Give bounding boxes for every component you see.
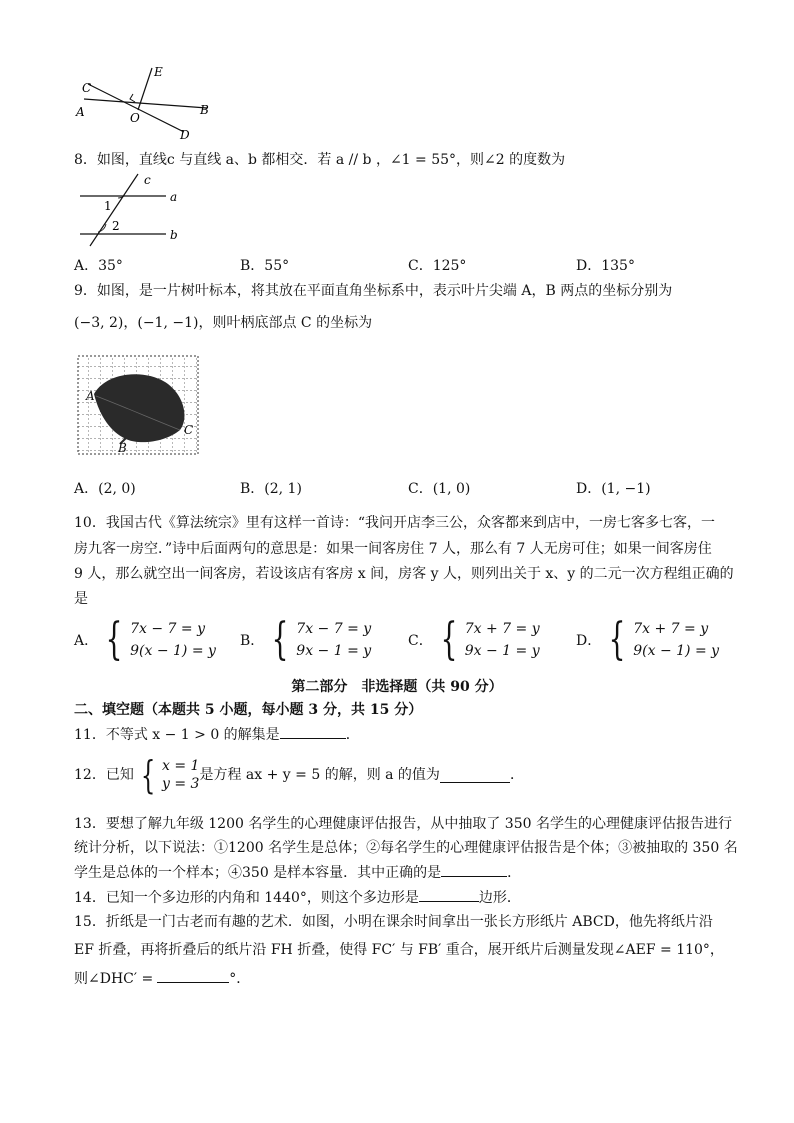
q15-line-3: 则∠DHC′ = °． [74,968,250,989]
label-c: c [144,173,151,187]
figure-q7-lines [72,62,232,142]
q8-option-a[interactable]: A．35° [74,258,123,274]
q13-line-1: 13．要想了解九年级 1200 名学生的心理健康评估报告，从中抽取了 350 名学生的心理健康评估报告进行 [74,816,732,832]
brace-icon: { [140,753,156,797]
q8-stem: 8．如图，直线c 与直线 a、b 都相交．若 a // b ，∠1 = 55°，则∠2 的度数为 [74,152,566,168]
label-D: D [180,128,190,142]
label-C: C [82,81,92,95]
q9-stem-line-1: 9．如图，是一片树叶标本，将其放在平面直角坐标系中，表示叶片尖端 A，B 两点的坐标分别为 [74,283,673,299]
label-angle-1: 1 [104,199,112,213]
part-two-title: 第二部分 非选择题（共 90 分） [291,679,503,695]
q12: 12．已知 { x = 1 y = 3 是方程 ax + y = 5 的解，则 a 的值为 ． [74,753,524,797]
brace-icon: { [440,614,458,665]
q15-line-1: 15．折纸是一门古老而有趣的艺术．如图，小明在课余时间拿出一张长方形纸片 ABCD，他先将纸片沿 [74,914,713,930]
option-label: B． [240,633,265,649]
q10-option-a[interactable]: A． { 7x − 7 = y 9(x − 1) = y [74,614,216,665]
option-label: C． [408,633,433,649]
figure-q9-leaf-grid [76,354,204,458]
section-two-title: 二、填空题（本题共 5 小题，每小题 3 分，共 15 分） [74,702,423,718]
option-label: D． [576,633,602,649]
label-leaf-B: B [118,441,127,455]
q8-option-b[interactable]: B．55° [240,258,290,274]
q9-stem-line-2: (−3, 2)，(−1, −1)，则叶柄底部点 C 的坐标为 [74,315,373,331]
brace-icon: { [105,614,123,665]
q9-option-b[interactable]: B．(2, 1) [240,481,302,497]
answer-blank[interactable] [157,968,229,983]
q15-line-2: EF 折叠，再将折叠后的纸片沿 FH 折叠，使得 FC′ 与 FB′ 重合，展开纸片后测量发现∠AEF = 110°， [74,942,724,958]
q10-line-1: 10．我国古代《算法统宗》里有这样一首诗：“我问开店李三公，众客都来到店中，一房七客多七客，一 [74,515,715,531]
q11: 11．不等式 x − 1 > 0 的解集是 ． [74,724,360,745]
q9-option-c[interactable]: C．(1, 0) [408,481,471,497]
q9-option-a[interactable]: A．(2, 0) [74,481,136,497]
label-leaf-A: A [86,389,95,403]
figure-q8-parallel-lines [74,172,194,248]
q10-line-4: 是 [74,591,88,607]
label-B: B [200,103,209,117]
q8-option-d[interactable]: D．135° [576,258,635,274]
label-O: O [130,111,140,125]
q10-option-b[interactable]: B． { 7x − 7 = y 9x − 1 = y [240,614,372,665]
q13-line-3: 学生是总体的一个样本；④350 是样本容量．其中正确的是 ． [74,862,521,883]
label-E: E [154,65,163,79]
q8-option-c[interactable]: C．125° [408,258,467,274]
label-leaf-C: C [184,423,194,437]
label-A: A [76,105,85,119]
q10-line-2: 房九客一房空．”诗中后面两句的意思是：如果一间客房住 7 人，那么有 7 人无房可住；如果一间客房住 [74,541,712,557]
answer-blank[interactable] [440,768,510,783]
brace-icon: { [271,614,289,665]
answer-blank[interactable] [280,724,346,739]
label-b: b [170,228,178,242]
answer-blank[interactable] [441,862,507,877]
label-a: a [170,190,178,204]
q10-option-c[interactable]: C． { 7x + 7 = y 9x − 1 = y [408,614,540,665]
q10-option-d[interactable]: D． { 7x + 7 = y 9(x − 1) = y [576,614,720,665]
brace-icon: { [608,614,626,665]
answer-blank[interactable] [419,887,479,902]
option-label: A． [74,633,99,649]
q13-line-2: 统计分析，以下说法：①1200 名学生是总体；②每名学生的心理健康评估报告是个体；③被抽取的 350 名 [74,840,738,856]
label-angle-2: 2 [112,219,120,233]
q9-option-d[interactable]: D．(1, −1) [576,481,651,497]
q14: 14．已知一个多边形的内角和 1440°，则这个多边形是 边形． [74,887,521,908]
q10-line-3: 9 人，那么就空出一间客房，若设该店有客房 x 间，房客 y 人，则列出关于 x、y 的二元一次方程组正确的 [74,566,734,582]
